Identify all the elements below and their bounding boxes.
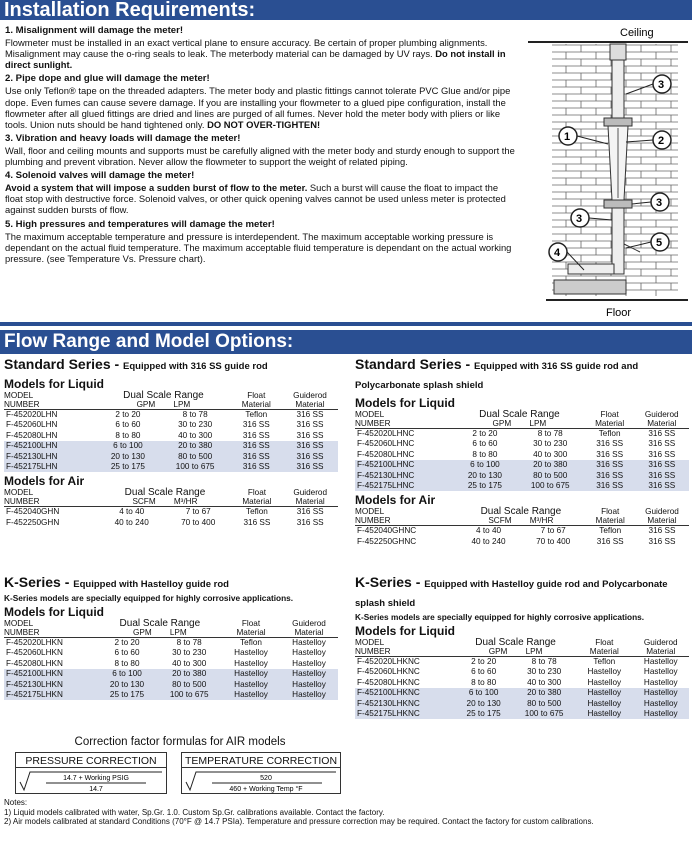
gpm-range-cell: 40 to 240 <box>114 517 149 527</box>
gpm-range-cell: 25 to 175 <box>454 481 516 491</box>
gpm-range-cell: 4 to 40 <box>119 507 145 517</box>
req-5-text: The maximum acceptable temperature and pressure is interdependent. The maximum acceptable working pressure is dependant on the actual fluid temperature. The maximum acceptable fluid temperature is dependant on the actual working pressure. (see Temperature Vs. Pressure chart). <box>5 230 512 264</box>
gpm-range-cell: 25 to 175 <box>98 690 157 700</box>
note-1: 1) Liquid models calibrated with water, Sp.Gr. 1.0. Custom Sp.Gr. calibrations available. Contact the factory. <box>4 807 385 817</box>
lpm-range-cell: 30 to 230 <box>178 420 213 430</box>
lpm-range-cell: 20 to 380 <box>512 688 576 698</box>
liquid-heading: Models for Liquid <box>355 624 455 638</box>
model-number-cell: F-452130LHN <box>4 452 96 462</box>
guiderod-material-cell: 316 SS <box>648 439 676 449</box>
notes-label: Notes: <box>4 798 28 807</box>
table-row <box>4 441 338 451</box>
table-row <box>355 450 689 460</box>
model-number-cell: F-452020LHKNC <box>357 657 420 666</box>
lpm-range-cell: 40 to 300 <box>178 430 213 440</box>
req-5-heading: 5. High pressures and temperatures will damage the meter! <box>5 218 275 230</box>
guiderod-material-cell: Hastelloy <box>643 677 678 687</box>
model-number-cell: F-452040GHN <box>6 507 60 517</box>
guiderod-material-cell: 316 SS <box>648 526 676 536</box>
air-heading: Models for Air <box>355 493 436 508</box>
gpm-range-cell: 2 to 20 <box>115 410 141 419</box>
gpm-range-cell: 6 to 60 <box>471 667 497 677</box>
table-row <box>4 518 338 528</box>
lpm-range-cell: 8 to 78 <box>176 638 202 647</box>
guiderod-material-cell: 316 SS <box>282 452 338 462</box>
guiderod-material-cell: 316 SS <box>282 441 338 451</box>
pressure-formula <box>16 768 166 794</box>
float-material-cell: Hastelloy <box>222 690 280 700</box>
guiderod-material-cell: 316 SS <box>635 460 689 470</box>
table-row <box>355 429 689 440</box>
guiderod-material-cell: 316 SS <box>648 429 676 438</box>
float-material-cell: 316 SS <box>242 430 270 440</box>
gpm-range-cell: 8 to 80 <box>114 658 140 668</box>
correction-title: Correction factor formulas for AIR models <box>74 736 286 748</box>
model-number-cell: F-452080LHN <box>6 430 58 440</box>
guiderod-material-cell: Hastelloy <box>633 709 689 719</box>
req-2-heading: 2. Pipe dope and glue will damage the meter! <box>5 73 210 85</box>
series-note: K-Series models are specially equipped for highly corrosive applications. <box>4 593 294 603</box>
lpm-range-cell: 80 to 500 <box>512 699 576 709</box>
float-material-cell: Teflon <box>598 429 621 438</box>
gpm-range-cell: 6 to 100 <box>96 441 159 451</box>
float-material-cell: 316 SS <box>585 481 635 491</box>
callout-3-right: 3 <box>656 197 663 209</box>
standard-series-splash-section <box>355 356 689 547</box>
gpm-range-cell: 4 to 40 <box>476 526 502 536</box>
table-row <box>4 452 338 462</box>
callout-5: 5 <box>656 237 663 249</box>
gpm-range-cell: 6 to 60 <box>472 439 498 449</box>
float-material-cell: 316 SS <box>231 462 282 472</box>
guiderod-material-cell: 316 SS <box>648 449 676 459</box>
notes <box>4 798 690 827</box>
lpm-range-cell: 70 to 400 <box>181 517 216 527</box>
model-number-cell: F-452175LHKN <box>4 690 98 700</box>
req-1-text: Flowmeter must be installed in an exact vertical plane to ensure accuracy. Be certain of proper plumbing alignments. Misalignment may cause the o-ring seals to leak. The meterbody material can be damaged by UV rays. Do not install in direct sunlight. <box>5 37 506 71</box>
lpm-range-cell: 20 to 380 <box>516 460 585 470</box>
floor-label: Floor <box>606 307 632 319</box>
gpm-range-cell: 6 to 100 <box>455 688 512 698</box>
table-row <box>4 690 338 700</box>
temperature-formula <box>182 768 340 794</box>
table-row <box>355 699 689 709</box>
models-table: MODEL NUMBER Dual Scale Range GPM LPM Float Material Guiderod Material F-452020LHNC 2 to 20 8 to 78 Teflon 316 SS F-452060LHNC 6 to 60 30 to 230 316 SS 316 SS F-452080LHNC 8 to 80 40 to 300 316 SS 316 SS F-452100LHNC 6 to 100 20 to 380 316 SS 316 SS F-452130LHNC 20 to 130 80 to 500 316 SS 316 SS F-452175LHNC 25 to 175 100 to 675 316 SS 316 SS <box>355 410 689 491</box>
table-row <box>4 431 338 441</box>
table-row <box>355 537 689 547</box>
table-row <box>355 688 689 698</box>
temperature-correction-label: TEMPERATURE CORRECTION <box>182 753 340 768</box>
guiderod-material-cell: 316 SS <box>296 430 324 440</box>
model-number-cell: F-452250GHNC <box>357 536 417 546</box>
table-row <box>355 526 689 537</box>
guiderod-material-cell: Hastelloy <box>280 690 338 700</box>
gpm-range-cell: 8 to 80 <box>115 430 141 440</box>
guiderod-material-cell: 316 SS <box>635 481 689 491</box>
lpm-range-cell: 40 to 300 <box>527 677 562 687</box>
table-row <box>4 659 338 669</box>
callout-3-top: 3 <box>658 79 665 91</box>
installation-diagram <box>528 24 688 320</box>
callout-3-left: 3 <box>576 213 583 225</box>
table-row <box>4 462 338 472</box>
float-material-cell: 316 SS <box>596 536 624 546</box>
table-row <box>355 657 689 668</box>
table-row <box>355 481 689 491</box>
lpm-range-cell: 20 to 380 <box>160 441 231 451</box>
model-number-cell: F-452130LHKN <box>4 680 98 690</box>
pressure-numerator: 14.7 + Working PSIG <box>63 775 129 782</box>
float-material-cell: 316 SS <box>242 420 270 430</box>
guiderod-material-cell: Hastelloy <box>292 638 326 647</box>
req-3-heading: 3. Vibration and heavy loads will damage the meter! <box>5 132 241 144</box>
model-number-cell: F-452080LHKNC <box>357 677 420 687</box>
gpm-range-cell: 20 to 130 <box>96 452 159 462</box>
models-table: MODEL NUMBER Dual Scale Range GPM LPM Float Material Guiderod Material F-452020LHKN 2 to 20 8 to 78 Teflon Hastelloy F-452060LHKN 6 to 60 30 to 230 Hastelloy Hastelloy F-452080LHKN 8 to 80 40 to 300 Hastelloy Hastelloy F-452100LHKN 6 to 100 20 to 380 Hastelloy Hastelloy F-452130LHKN 20 to 130 80 to 500 Hastelloy Hastelloy F-452175LHKN 25 to 175 100 to 675 Hastelloy Hastelloy <box>4 619 338 700</box>
float-material-cell: Hastelloy <box>234 658 268 668</box>
lpm-range-cell: 30 to 230 <box>172 648 207 658</box>
guiderod-material-cell: Hastelloy <box>633 688 689 698</box>
float-material-cell: Teflon <box>599 526 622 536</box>
flow-range-title: Flow Range and Model Options: <box>0 330 692 354</box>
lpm-range-cell: 20 to 380 <box>156 669 222 679</box>
table-row <box>4 669 338 679</box>
series-title: K-Series - <box>4 574 70 590</box>
float-material-cell: 316 SS <box>585 460 635 470</box>
model-number-cell: F-452060LHKN <box>6 648 63 658</box>
req-4-heading: 4. Solenoid valves will damage the meter! <box>5 170 195 182</box>
model-number-cell: F-452020LHN <box>6 410 58 419</box>
temperature-numerator: 520 <box>260 775 272 782</box>
lpm-range-cell: 40 to 300 <box>172 658 207 668</box>
k-series-section <box>4 574 338 700</box>
gpm-range-cell: 6 to 100 <box>98 669 157 679</box>
callout-1: 1 <box>564 131 571 143</box>
gpm-range-cell: 20 to 130 <box>454 471 516 481</box>
gpm-range-cell: 6 to 60 <box>114 648 140 658</box>
gpm-range-cell: 20 to 130 <box>455 699 512 709</box>
callout-4: 4 <box>554 247 561 259</box>
model-number-cell: F-452080LHNC <box>357 449 415 459</box>
model-number-cell: F-452175LHN <box>4 462 96 472</box>
model-number-cell: F-452100LHKNC <box>355 688 455 698</box>
note-2: 2) Air models calibrated at standard Conditions (70°F @ 14.7 PSIa). Temperature and pressure correction may be required. Contact the factory for custom calibrations. <box>4 817 594 827</box>
table-row <box>355 678 689 688</box>
model-number-cell: F-452020LHKN <box>6 638 63 647</box>
series-title: Standard Series - <box>4 356 120 372</box>
gpm-range-cell: 8 to 80 <box>472 449 498 459</box>
gpm-range-cell: 2 to 20 <box>471 657 497 666</box>
guiderod-material-cell: Hastelloy <box>643 667 678 677</box>
gpm-range-cell: 20 to 130 <box>98 680 157 690</box>
float-material-cell: Hastelloy <box>576 699 632 709</box>
section-divider <box>0 322 692 326</box>
lpm-range-cell: 7 to 67 <box>185 507 211 517</box>
lpm-range-cell: 80 to 500 <box>160 452 231 462</box>
lpm-range-cell: 100 to 675 <box>512 709 576 719</box>
model-number-cell: F-452100LHN <box>4 441 96 451</box>
lpm-range-cell: 8 to 78 <box>531 657 557 666</box>
float-material-cell: 316 SS <box>585 471 635 481</box>
gpm-range-cell: 25 to 175 <box>455 709 512 719</box>
model-number-cell: F-452130LHKNC <box>355 699 455 709</box>
liquid-heading: Models for Liquid <box>4 377 104 391</box>
guiderod-material-cell: 316 SS <box>296 517 324 527</box>
float-material-cell: 316 SS <box>231 441 282 451</box>
model-number-cell: F-452060LHKNC <box>357 667 420 677</box>
gpm-range-cell: 2 to 20 <box>114 638 140 647</box>
pressure-denominator: 14.7 <box>89 786 103 793</box>
lpm-range-cell: 100 to 675 <box>156 690 222 700</box>
lpm-range-cell: 100 to 675 <box>516 481 585 491</box>
air-heading: Models for Air <box>4 474 85 489</box>
table-row <box>355 471 689 481</box>
guiderod-material-cell: Hastelloy <box>292 648 326 658</box>
float-material-cell: Hastelloy <box>234 648 268 658</box>
k-series-splash-section <box>355 574 689 719</box>
table-row <box>4 680 338 690</box>
guiderod-material-cell: 316 SS <box>648 536 676 546</box>
float-material-cell: 316 SS <box>596 449 624 459</box>
float-material-cell: Hastelloy <box>222 669 280 679</box>
gpm-range-cell: 6 to 60 <box>115 420 141 430</box>
standard-series-section <box>4 356 338 528</box>
series-note: K-Series models are specially equipped for highly corrosive applications. <box>355 612 645 622</box>
gpm-range-cell: 40 to 240 <box>471 536 506 546</box>
model-number-cell: F-452250GHN <box>6 517 60 527</box>
model-number-cell: F-452100LHNC <box>355 460 454 470</box>
float-material-cell: 316 SS <box>596 439 624 449</box>
ceiling-label: Ceiling <box>620 27 654 39</box>
model-number-cell: F-452060LHNC <box>357 439 415 449</box>
series-subtitle: Equipped with 316 SS guide rod and Polycarbonate splash shield <box>355 361 639 391</box>
table-row <box>4 420 338 430</box>
model-number-cell: F-452020LHNC <box>357 429 415 438</box>
series-subtitle: Equipped with Hastelloy guide rod <box>73 579 229 590</box>
series-title: Standard Series - <box>355 356 471 372</box>
model-number-cell: F-452175LHKNC <box>355 709 455 719</box>
table-row <box>355 460 689 470</box>
lpm-range-cell: 40 to 300 <box>533 449 568 459</box>
series-subtitle: Equipped with Hastelloy guide rod and Polycarbonate splash shield <box>355 579 668 609</box>
float-material-cell: 316 SS <box>243 517 271 527</box>
float-material-cell: Hastelloy <box>576 688 632 698</box>
models-table: MODEL NUMBER Dual Scale Range GPM LPM Float Material Guiderod Material F-452020LHKNC 2 to 20 8 to 78 Teflon Hastelloy F-452060LHKNC 6 to 60 30 to 230 Hastelloy Hastelloy F-452080LHKNC 8 to 80 40 to 300 Hastelloy Hastelloy F-452100LHKNC 6 to 100 20 to 380 Hastelloy Hastelloy F-452130LHKNC 20 to 130 80 to 500 Hastelloy Hastelloy F-452175LHKNC 25 to 175 100 to 675 Hastelloy Hastelloy <box>355 638 689 719</box>
table-row <box>4 638 338 649</box>
lpm-range-cell: 80 to 500 <box>516 471 585 481</box>
lpm-range-cell: 80 to 500 <box>156 680 222 690</box>
liquid-heading: Models for Liquid <box>4 605 104 619</box>
gpm-range-cell: 6 to 100 <box>454 460 516 470</box>
lpm-range-cell: 100 to 675 <box>160 462 231 472</box>
lpm-range-cell: 30 to 230 <box>533 439 568 449</box>
model-number-cell: F-452060LHN <box>6 420 58 430</box>
lpm-range-cell: 70 to 400 <box>536 536 571 546</box>
guiderod-material-cell: 316 SS <box>296 410 324 419</box>
req-1-heading: 1. Misalignment will damage the meter! <box>5 25 184 36</box>
guiderod-material-cell: 316 SS <box>282 462 338 472</box>
model-number-cell: F-452175LHNC <box>355 481 454 491</box>
float-material-cell: Teflon <box>246 507 268 517</box>
model-number-cell: F-452040GHNC <box>357 526 417 536</box>
guiderod-material-cell: 316 SS <box>635 471 689 481</box>
table-row <box>355 439 689 449</box>
float-material-cell: Hastelloy <box>222 680 280 690</box>
pressure-correction-label: PRESSURE CORRECTION <box>16 753 166 768</box>
installation-requirements <box>5 22 517 266</box>
model-number-cell: F-452100LHKN <box>4 669 98 679</box>
guiderod-material-cell: Hastelloy <box>280 680 338 690</box>
float-material-cell: 316 SS <box>231 452 282 462</box>
temperature-correction-box <box>181 752 341 794</box>
correction-formulas <box>5 736 343 793</box>
table-row <box>4 507 338 518</box>
req-4-text: Avoid a system that will impose a sudden burst of flow to the meter. Such a burst will cause the float to impact the float stop with destructive force. Solenoid valves, or other quick opening valves cannot be used unless meter is protected against sudden bursts of flow. <box>5 182 506 216</box>
models-table: MODEL NUMBER Dual Scale Range GPM LPM Float Material Guiderod Material F-452020LHN 2 to 20 8 to 78 Teflon 316 SS F-452060LHN 6 to 60 30 to 230 316 SS 316 SS F-452080LHN 8 to 80 40 to 300 316 SS 316 SS F-452100LHN 6 to 100 20 to 380 316 SS 316 SS F-452130LHN 20 to 130 80 to 500 316 SS 316 SS F-452175LHN 25 to 175 100 to 675 316 SS 316 SS <box>4 391 338 472</box>
models-table: MODEL NUMBER Dual Scale Range SCFM M³/HR Float Material Guiderod Material F-452040GHN 4 to 40 7 to 67 Teflon 316 SS F-452250GHN 40 to 240 70 to 400 316 SS 316 SS <box>4 488 338 528</box>
installation-title: Installation Requirements: <box>0 0 692 20</box>
gpm-range-cell: 25 to 175 <box>96 462 159 472</box>
lpm-range-cell: 30 to 230 <box>527 667 562 677</box>
float-material-cell: Hastelloy <box>576 709 632 719</box>
model-number-cell: F-452130LHNC <box>355 471 454 481</box>
lpm-range-cell: 8 to 78 <box>182 410 208 419</box>
lpm-range-cell: 7 to 67 <box>540 526 566 536</box>
floor-mount <box>554 280 626 294</box>
series-title: K-Series - <box>355 574 421 590</box>
callout-2: 2 <box>658 135 665 147</box>
upper-pipe <box>612 60 624 118</box>
temperature-denominator: 460 + Working Temp °F <box>229 786 303 793</box>
float-material-cell: Hastelloy <box>587 677 622 687</box>
liquid-heading: Models for Liquid <box>355 396 455 410</box>
table-row <box>355 667 689 677</box>
guiderod-material-cell: Hastelloy <box>633 699 689 709</box>
gpm-range-cell: 8 to 80 <box>471 677 497 687</box>
float-material-cell: Teflon <box>593 657 616 666</box>
model-number-cell: F-452080LHKN <box>6 658 63 668</box>
guiderod-material-cell: Hastelloy <box>280 669 338 679</box>
models-table: MODEL NUMBER Dual Scale Range SCFM M³/HR Float Material Guiderod Material F-452040GHNC 4 to 40 7 to 67 Teflon 316 SS F-452250GHNC 40 to 240 70 to 400 316 SS 316 SS <box>355 507 689 547</box>
float-material-cell: Teflon <box>240 638 262 647</box>
series-subtitle: Equipped with 316 SS guide rod <box>123 361 268 372</box>
guiderod-material-cell: Hastelloy <box>292 658 326 668</box>
table-row <box>4 648 338 658</box>
gpm-range-cell: 2 to 20 <box>472 429 498 438</box>
guiderod-material-cell: 316 SS <box>296 507 324 517</box>
lpm-range-cell: 8 to 78 <box>537 429 563 438</box>
req-2-text: Use only Teflon® tape on the threaded adapters. The meter body and plastic fittings cannot tolerate PVC Glue and/or pipe dope. Even fumes can cause severe damage. If you are installing your flowmeter to a glued pipe configuration, install the flowmeter after all glued fittings are dried and lines are purged of all fumes. Never hold the meter body with pliers or like tools. Union nuts should be hand tightened only. DO NOT OVER-TIGHTEN! <box>5 85 511 130</box>
float-material-cell: Hastelloy <box>587 667 622 677</box>
req-3-text: Wall, floor and ceiling mounts and supports must be carefully aligned with the meter body and sturdy enough to support the plumbing and prevent vibration. Never allow the flowmeter to support the weight of related piping. <box>5 144 515 168</box>
table-row <box>355 709 689 719</box>
guiderod-material-cell: 316 SS <box>296 420 324 430</box>
table-row <box>4 410 338 421</box>
pressure-correction-box <box>15 752 167 794</box>
float-material-cell: Teflon <box>245 410 268 419</box>
guiderod-material-cell: Hastelloy <box>643 657 678 666</box>
